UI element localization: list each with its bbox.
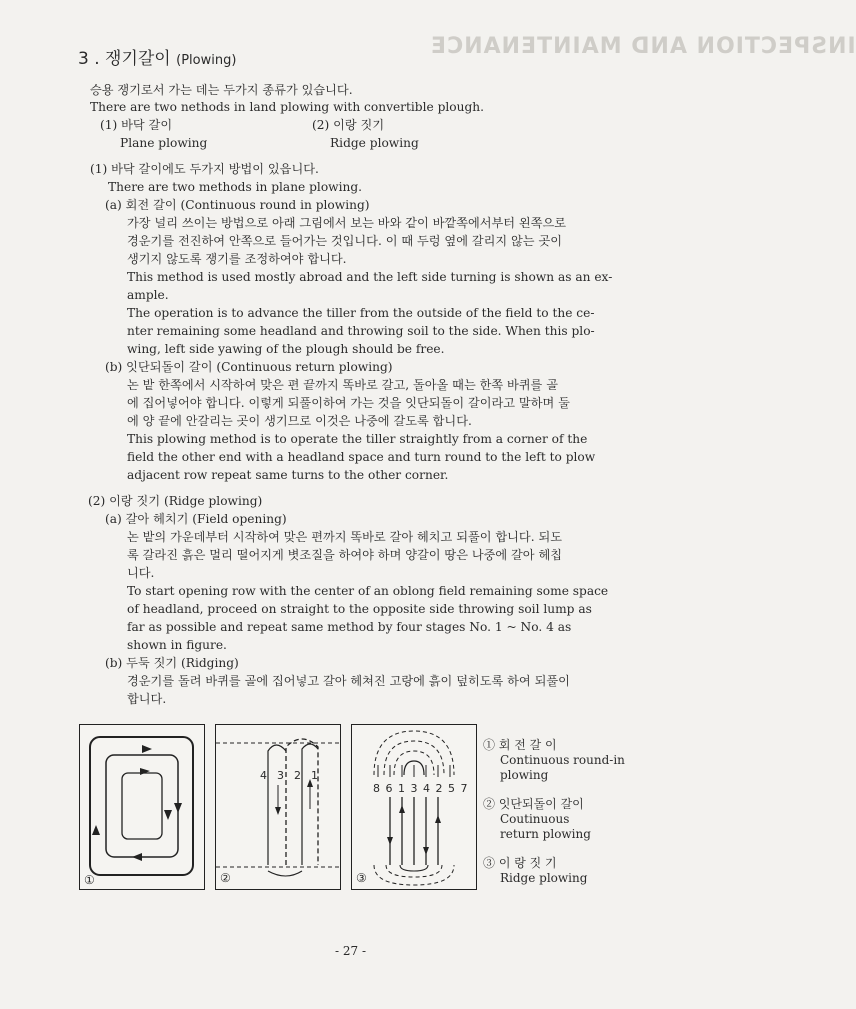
s2b-title: (b) 두둑 짓기 (Ridging) <box>105 656 239 670</box>
fig2-num-4: 4 <box>260 769 267 782</box>
method1-english: Plane plowing <box>120 136 208 150</box>
figure2-label: ② <box>220 871 231 885</box>
s1b-en-line1: This plowing method is to operate the tiller straightly from a corner of the <box>127 432 588 446</box>
s1a-en-line5: wing, left side yawing of the plough should be free. <box>127 342 445 356</box>
s2a-en-line4: shown in figure. <box>127 638 227 652</box>
figure1-label: ① <box>84 873 95 887</box>
section-heading <box>78 49 237 69</box>
s2b-ko-line1: 경운기를 돌려 바퀴를 골에 집어넣고 갈아 헤쳐진 고랑에 흙이 덮히도록 하여 되풀이 <box>127 674 570 688</box>
s2b-ko-line2: 합니다. <box>127 692 167 706</box>
legend2-title: ② 잇단되돌이 갈이 <box>483 797 584 811</box>
s1a-en-line4: nter remaining some headland and throwing soil to the side. When this plo- <box>127 324 595 338</box>
s2a-ko-line1: 논 밭의 가운데부터 시작하여 맞은 편까지 똑바로 갈아 헤치고 되풀이 합니다. 되도 <box>127 530 563 544</box>
s1b-ko-line3: 에 양 끝에 안갈리는 곳이 생기므로 이것은 나중에 갈도록 합니다. <box>127 414 472 428</box>
s2a-en-line1: To start opening row with the center of an oblong field remaining some space <box>127 584 609 598</box>
s1a-ko-line1: 가장 널리 쓰이는 방법으로 아래 그림에서 보는 바와 같이 바깥쪽에서부터 왼쪽으로 <box>127 216 567 230</box>
fig3-numbers: 8 6 1 3 4 2 5 7 <box>373 782 469 795</box>
legend1-en2: plowing <box>500 768 549 782</box>
figure3-label: ③ <box>356 871 367 885</box>
heading-korean: 쟁기갈이 <box>105 49 171 69</box>
s1-english: There are two methods in plane plowing. <box>108 180 363 194</box>
s1a-en-line2: ample. <box>127 288 169 302</box>
s1b-en-line2: field the other end with a headland space and turn round to the left to plow <box>127 450 596 464</box>
fig2-num-2: 2 <box>294 769 301 782</box>
heading-number: 3 . <box>78 49 100 69</box>
intro-english: There are two nethods in land plowing with convertible plough. <box>90 100 484 114</box>
s2a-en-line3: far as possible and repeat same method by four stages No. 1 ~ No. 4 as <box>127 620 572 634</box>
method2-english: Ridge plowing <box>330 136 419 150</box>
s1-korean: (1) 바닥 갈이에도 두가지 방법이 있읍니다. <box>90 162 319 176</box>
intro-korean: 승용 쟁기로서 가는 데는 두가지 종류가 있습니다. <box>90 83 353 97</box>
return-diagram <box>216 725 340 889</box>
figure-return-plowing <box>215 724 341 890</box>
legend2-en2: return plowing <box>500 827 591 841</box>
method2-korean: (2) 이랑 짓기 <box>312 118 385 132</box>
legend1-title: ① 회 전 갈 이 <box>483 738 557 752</box>
heading-english: (Plowing) <box>176 53 237 68</box>
bleed-through-text: INSPECTION AND MAINTENANCE <box>430 34 856 59</box>
s1a-en-line3: The operation is to advance the tiller from the outside of the field to the ce- <box>127 306 595 320</box>
s2a-title: (a) 갈아 헤치기 (Field opening) <box>105 512 287 526</box>
figure-ridge-plowing <box>351 724 477 890</box>
legend3-en1: Ridge plowing <box>500 871 588 885</box>
ridge-diagram <box>352 725 476 889</box>
s1b-ko-line2: 에 집어넣어야 합니다. 이렇게 되풀이하여 가는 것을 잇단되돌이 갈이라고 말하며 둘 <box>127 396 570 410</box>
s1a-ko-line3: 생기지 않도록 쟁기를 조정하여야 합니다. <box>127 252 347 266</box>
fig2-num-3: 3 <box>277 769 284 782</box>
legend2-en1: Coutinuous <box>500 812 570 826</box>
s1b-en-line3: adjacent row repeat same turns to the other corner. <box>127 468 449 482</box>
s2a-en-line2: of headland, proceed on straight to the opposite side throwing soil lump as <box>127 602 592 616</box>
s2-title: (2) 이랑 짓기 (Ridge plowing) <box>88 494 263 508</box>
s1b-ko-line1: 논 밭 한쪽에서 시작하여 맞은 편 끝까지 똑바로 갈고, 돌아올 때는 한쪽 바퀴를 골 <box>127 378 558 392</box>
fig2-num-1: 1 <box>311 769 318 782</box>
s1a-ko-line2: 경운기를 전진하여 안쪽으로 들어가는 것입니다. 이 때 두렁 옆에 갈리지 않는 곳이 <box>127 234 563 248</box>
page-number: - 27 - <box>335 944 367 958</box>
figure-round-in-plowing <box>79 724 205 890</box>
s1a-en-line1: This method is used mostly abroad and the left side turning is shown as an ex- <box>127 270 613 284</box>
legend3-title: ③ 이 랑 짓 기 <box>483 856 557 870</box>
s1a-title: (a) 회전 갈이 (Continuous round in plowing) <box>105 198 370 212</box>
method1-korean: (1) 바닥 갈이 <box>100 118 173 132</box>
s1b-title: (b) 잇단되돌이 갈이 (Continuous return plowing) <box>105 360 393 374</box>
s2a-ko-line3: 니다. <box>127 566 155 580</box>
legend1-en1: Continuous round-in <box>500 753 625 767</box>
s2a-ko-line2: 록 갈라진 흙은 멀리 떨어지게 볏조질을 하여야 하며 양갈이 땅은 나중에 갈아 헤칩 <box>127 548 563 562</box>
round-in-diagram <box>80 725 204 889</box>
